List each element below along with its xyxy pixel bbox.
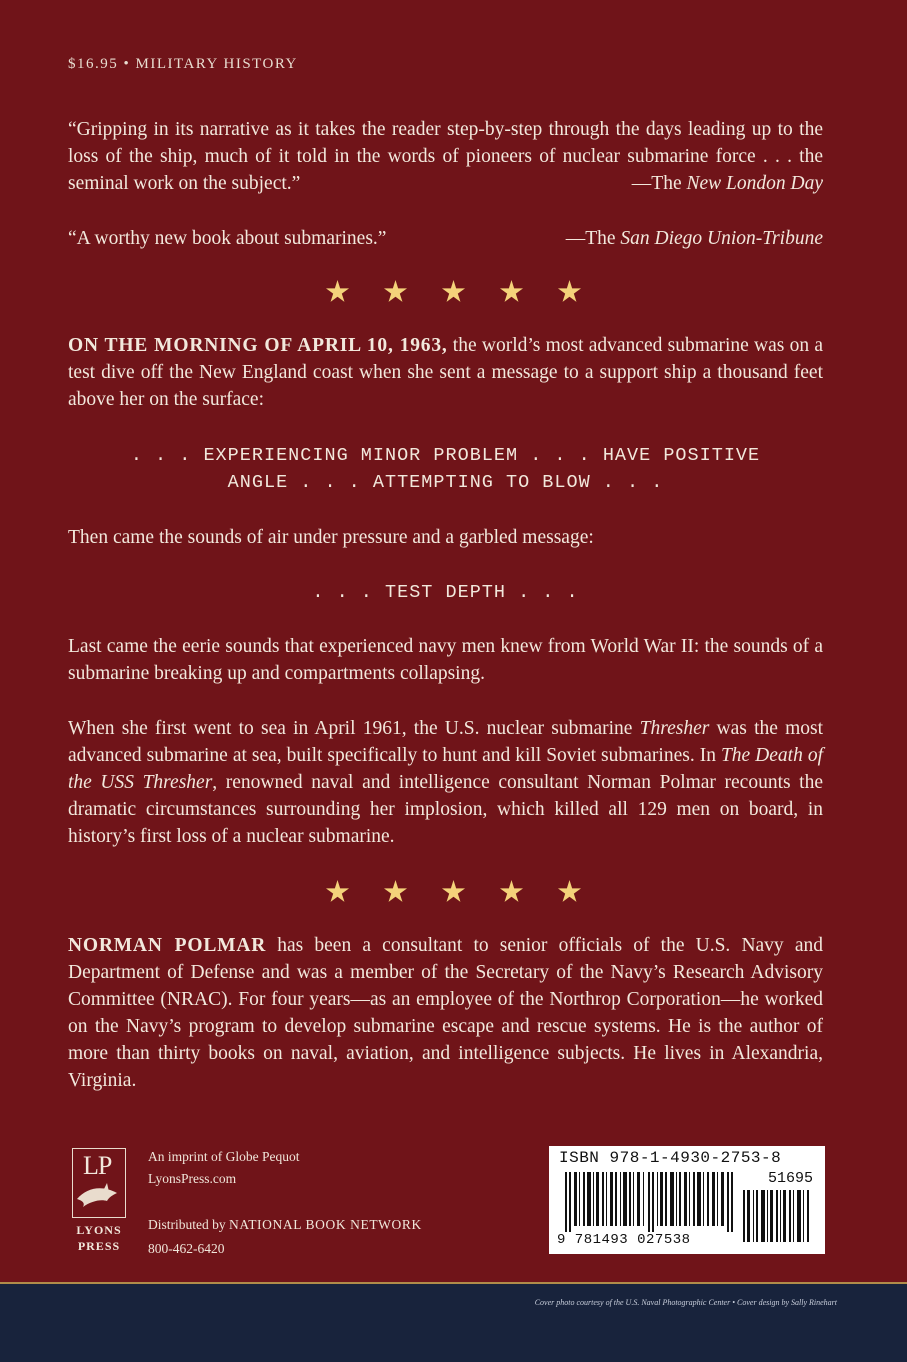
review-quote-2-text: “A worthy new book about submarines.” [68, 228, 387, 249]
ship-name: Thresher [639, 718, 710, 739]
author-bio [68, 932, 823, 1094]
distributor-name: NATIONAL BOOK NETWORK [229, 1217, 422, 1232]
review-quote-1-text: “Gripping in its narrative as it takes the reader step-by-step through the days leading up to the loss of the ship, much of it told in the words of pioneers of nuclear submarine force . . . the seminal work on the subject.” [68, 119, 823, 194]
star-icon [500, 880, 524, 904]
imprint-text: An imprint of Globe Pequot [148, 1149, 300, 1164]
summary-part-2: was the most advanced submarine at sea, built specifically to hunt and kill Soviet submarines. In [68, 718, 824, 766]
star-icon [326, 880, 350, 904]
author-name: NORMAN POLMAR [68, 935, 267, 956]
bottom-band [0, 1282, 907, 1362]
attribution-source: San Diego Union-Tribune [620, 228, 823, 249]
isbn-barcode [549, 1146, 825, 1254]
price-barcode-bars [743, 1190, 811, 1242]
price-code: 51695 [767, 1170, 813, 1187]
message-1-line-1: . . . EXPERIENCING MINOR PROBLEM . . . HAVE POSITIVE [130, 445, 761, 466]
star-icon [558, 280, 582, 304]
attribution-prefix: —The [631, 173, 687, 194]
intro-lead: ON THE MORNING OF APRIL 10, 1963, [68, 335, 448, 356]
summary-part-3: , renowned naval and intelligence consultant Norman Polmar recounts the dramatic circumstances surrounding her implosion, which killed all 129 men on board, in history’s first loss of a nuclear submarine. [68, 772, 823, 847]
then-paragraph: Then came the sounds of air under pressure and a garbled message: [68, 527, 594, 548]
publisher-logo [68, 1148, 130, 1256]
logo-name-line-2: PRESS [77, 1239, 121, 1253]
author-bio-text: has been a consultant to senior officials of the U.S. Navy and Department of Defense and was a member of the Secretary of the Navy’s Research Advisory Committee (NRAC). For four years—as an employee of the Northrop Corporation—he worked on the Navy’s program to develop submarine escape and rescue systems. He is the author of more than thirty books on naval, aviation, and intelligence subjects. He lives in Alexandria, Virginia. [68, 935, 823, 1091]
star-icon [442, 880, 466, 904]
logo-frame [72, 1148, 126, 1218]
dolphin-icon [73, 1177, 125, 1217]
publisher-phone: 800-462-6420 [148, 1241, 225, 1256]
star-icon [500, 280, 524, 304]
summary-paragraph [68, 715, 823, 850]
price-category: $16.95 • MILITARY HISTORY [68, 56, 298, 72]
attribution-prefix: —The [565, 228, 621, 249]
star-divider-1 [0, 280, 907, 309]
star-icon [442, 280, 466, 304]
summary-part-1: When she first went to sea in April 1961, the U.S. nuclear submarine [68, 718, 640, 739]
barcode-number: 9 781493 027538 [557, 1232, 691, 1248]
message-2: . . . TEST DEPTH . . . [312, 582, 579, 603]
distributor-line [148, 1216, 422, 1234]
star-divider-2 [0, 880, 907, 909]
barcode-bars [565, 1172, 735, 1232]
review-quote-2-attribution [566, 225, 823, 252]
last-paragraph: Last came the eerie sounds that experienced navy men knew from World War II: the sounds of a submarine breaking up and compartments collapsing. [68, 636, 823, 684]
book-title: The Death of the USS Thresher [68, 745, 823, 793]
cover-credits: Cover photo courtesy of the U.S. Naval Photographic Center • Cover design by Sally Rinehart [534, 1298, 837, 1307]
message-1-line-2: ANGLE . . . ATTEMPTING TO BLOW . . . [227, 472, 664, 493]
star-icon [384, 880, 408, 904]
isbn-label: ISBN 978-1-4930-2753-8 [559, 1149, 782, 1167]
attribution-source: New London Day [686, 173, 823, 194]
distributor-prefix: Distributed by [148, 1217, 229, 1232]
logo-letters: LP [83, 1151, 112, 1180]
star-icon [326, 280, 350, 304]
publisher-website: LyonsPress.com [148, 1171, 237, 1186]
logo-name [68, 1222, 130, 1254]
intro-text: the world’s most advanced submarine was on a test dive off the New England coast when she sent a message to a support ship a thousand feet above her on the surface: [68, 335, 824, 410]
star-icon [558, 880, 582, 904]
intro-paragraph [68, 332, 823, 413]
logo-name-line-1: LYONS [76, 1223, 122, 1237]
review-quote-1-attribution [632, 170, 823, 197]
star-icon [384, 280, 408, 304]
